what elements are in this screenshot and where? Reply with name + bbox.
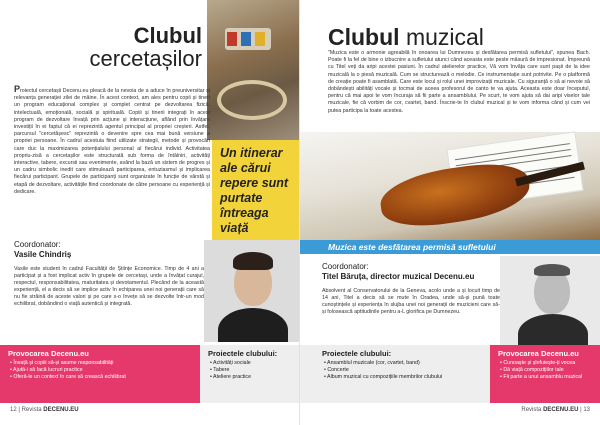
coordinator-bio: Absolvent al Conservatorului de la Geneva, acolo unde a și locuit timp de 14 ani, Titel a decis să se mute în Oradea, unde să-și pună toate cunoștințele și experiența în slujba unei noi generații de muzicieni care să-și folosească aptitudinile pentru a-L glorifica pe Dumnezeu.: [322, 288, 500, 315]
pull-quote-text: Un itinerar ale cărui repere sunt purtate întreaga viață: [220, 146, 289, 235]
page-title-bold: Clubul: [133, 23, 202, 48]
list-item: • Concerte: [324, 367, 490, 374]
page-footer: 12 | Revista DECENU.EU: [10, 407, 79, 413]
coordinator-label: Coordonator:: [322, 262, 369, 271]
page-title-bold: Clubul: [328, 24, 400, 50]
list-item: • Activități sociale: [210, 360, 300, 367]
list-item: • Învață și copiii să-și asume responsabilități: [10, 360, 200, 367]
list-item: • Ansamblul muzicale (cor, cvartet, band): [324, 360, 490, 367]
list-item: • Fii parte a unui ansamblu muzical: [500, 374, 600, 381]
page-title-light: cercetașilor: [89, 46, 202, 71]
magazine-label: Revista: [21, 407, 42, 413]
list-item: • Cunoaște și șlefuiește-ți vocea: [500, 360, 600, 367]
list-item: • Album muzical cu compozițiile membrilor clubului: [324, 374, 490, 381]
coordinator-name: Vasile Chindriș: [14, 250, 72, 259]
caption-text: Muzica este desfătarea permisă sufletului: [328, 242, 496, 252]
projects-box: [300, 345, 490, 403]
caption-bar: [300, 240, 600, 254]
list-item: • Ajută-i să facă lucruri practice: [10, 367, 200, 374]
challenge-title: Provocarea Decenu.eu: [498, 349, 579, 358]
brand-name: DECENU.EU: [543, 407, 579, 413]
challenge-box: [490, 345, 600, 403]
coordinator-name: Titel Băruța, director muzical Decenu.eu: [322, 272, 475, 281]
list-item: • Dă viață compozițiilor tale: [500, 367, 600, 374]
projects-box: [200, 345, 300, 403]
coordinator-label: Coordonator:: [14, 240, 61, 249]
challenge-box: [0, 345, 200, 403]
scout-backpack-photo: [207, 0, 300, 140]
magazine-label: Revista: [521, 407, 542, 413]
projects-title: Proiectele clubului:: [322, 349, 392, 358]
list-item: • Oferă-le un context în care să crească echilibrat: [10, 374, 200, 381]
right-page: [300, 0, 600, 425]
pull-quote: [212, 140, 300, 240]
challenge-title: Provocarea Decenu.eu: [8, 349, 89, 358]
list-item: • Ateliere practice: [210, 374, 300, 381]
page-footer: Revista DECENU.EU | 13: [521, 407, 590, 413]
page-number: 13: [583, 407, 590, 413]
projects-title: Proiectele clubului:: [208, 349, 278, 358]
coordinator-portrait: [204, 240, 300, 342]
article-body: Proiectul cercetașii Decenu.eu pleacă de la nevoia de a aduce în preuniversitar și relevanța generației zilei de mâine. În acest context, am ales pentru copii și tineri un program educațional complex și complet centrat pe dezvoltarea fizică, intelectuală, emoțională, socială și spirituală. Copiii și tinerii integrați în acest program de dezvoltare învață prin acțiune și interacțiune, aflând prin învățare investiții în ei faptul că ei reprezintă agentul principal al propriei creșteri. Astfel, parcursul "cercetășesc" reprezintă o devenire spre cea mai bună versiune a propriei persoane. În cadrul acestuia fiind utilizate strategii, metode și provocări care duc la maximizarea potențialului personal al fiecărui individ. Activitatea propriu-zisă a cercetașilor este structurată sub forma de întâlniri, activități interactive, tabere, excursii sau evenimente, având la bază un sistem de progres și un cadru simbolic inedit care stimulează participarea, entuziasmul și implicarea fiecărui participant. Grupele de participanți sunt organizate în funcție de vârstă și etapă de dezvoltare, activitățile fiind coordonate de către persoane cu experiență și dedicare.: [14, 84, 210, 195]
page-title-light: muzical: [405, 24, 484, 50]
coordinator-bio: Vasile este student în cadrul Facultății de Științe Economice. Timp de 4 ani a participat și a fost implicat activ în grupele de cercetași, unde a învățat curajul, respectul, responsabilitatea, maturitatea și devotamentul. Plecând de la această experiență, el a decis să se implice activ în echiparea unei noi generații care să nu fie străină de aceste valori și pe care s-o învețe să se dezvolte într-un mod echilibrat, dobândind o viață autentică și integrată.: [14, 266, 204, 307]
page-number: 12: [10, 407, 17, 413]
page-title: [328, 24, 484, 50]
list-item: • Tabere: [210, 367, 300, 374]
article-body: "Muzica este o armonie agreabilă în onoarea lui Dumnezeu și desfătarea permisă sufletului", spunea Bach. Poate fi la fel de bine o izbucnire a sufletului atunci când aceasta este peste măsură de impresionat. Împreună cu Titel veți da aripi acestei pasiuni. În cadrul atelierelor practice, Vă vom învăța care sunt pașii de la idee muzicală la o piesă muzicală. Cum se structurează o melodie. Ce instrumentație sunt potrivite. Pe o platformă de creație poate fi asamblată. Care este locul și rolul unei improvizații muzicale. Cu siguranță o să ai nevoie să dobândești abilități vocale și tocmai de aceea profesorul de canto te va ajuta. Aceasta este doar începutul, pentru că mai apoi te vom încuraja să fii parte a ansamblului. Pe scurt, te vom ajuta să dai aripi viselor tale muzicale, fie că vorbim de cor, cvartet, band. Înscrie-te în clubul muzical și te vom informa când și cum vei putea participa la toate acestea.: [328, 50, 590, 114]
coordinator-portrait: [500, 256, 600, 346]
brand-name: DECENU.EU: [43, 407, 79, 413]
